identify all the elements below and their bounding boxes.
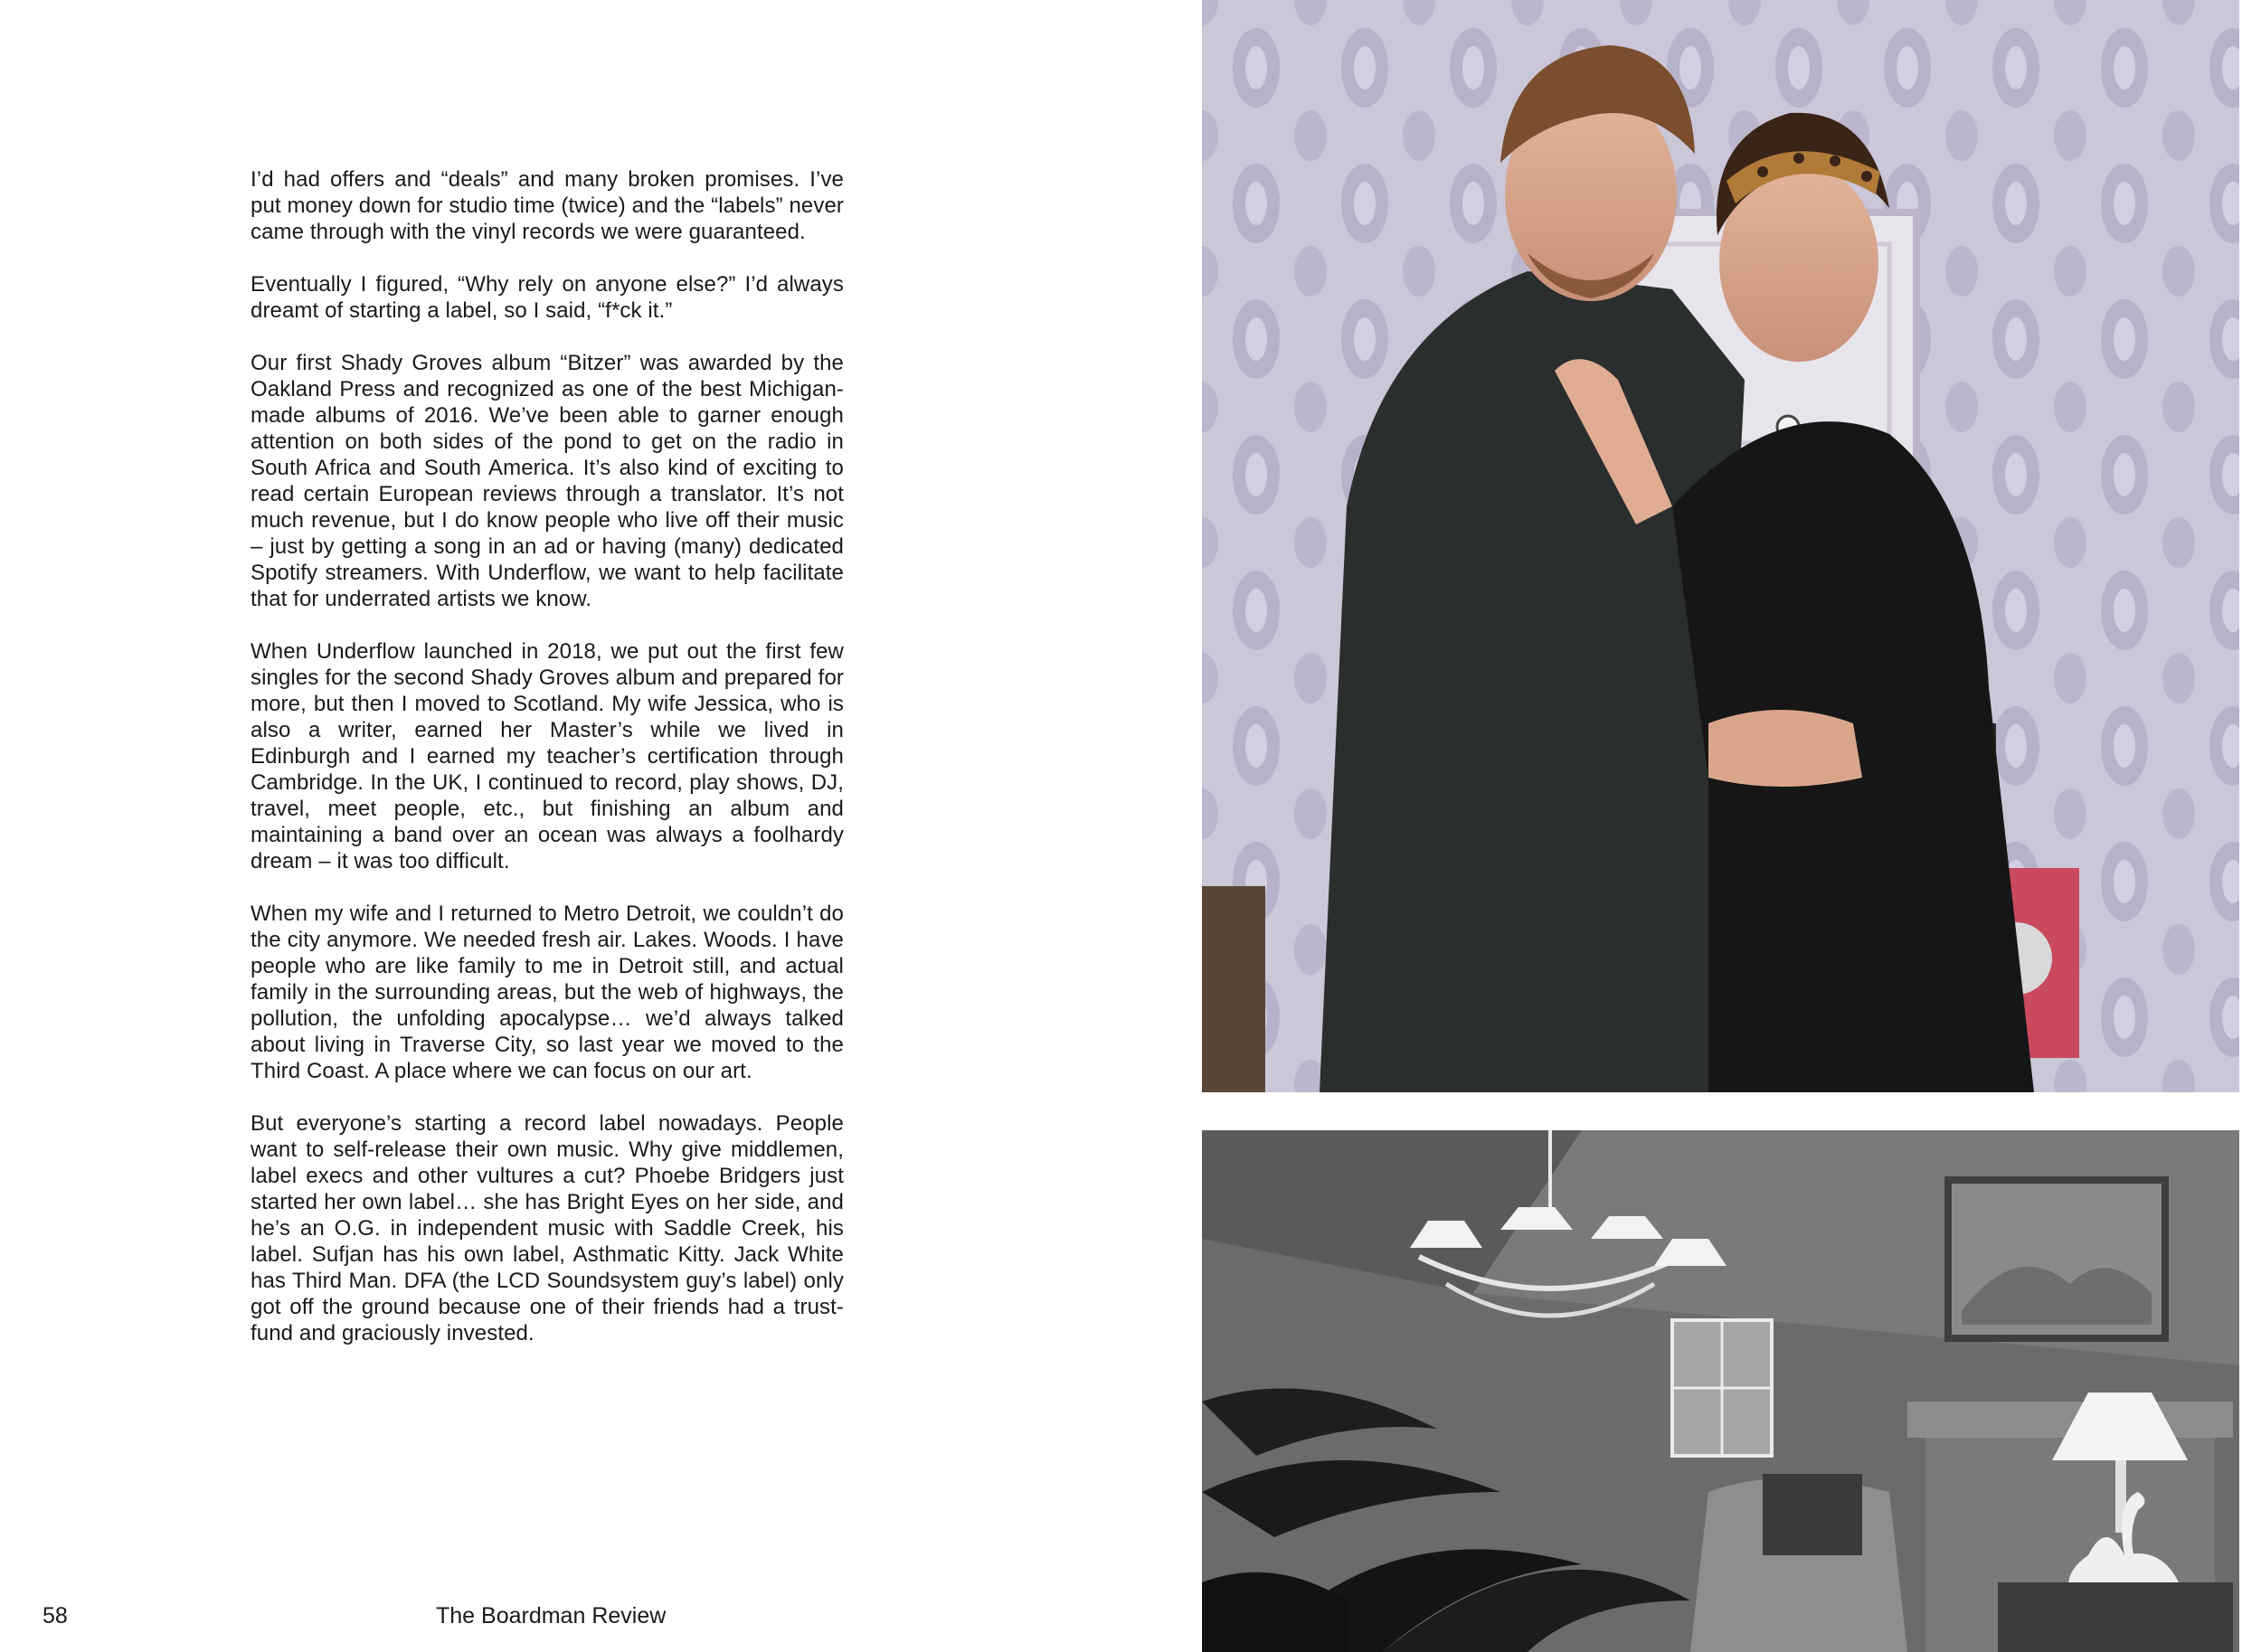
couple-photo-illustration <box>1202 0 2239 1092</box>
article-paragraph-6: But everyone’s starting a record label nowadays. People want to self-release their own music. Why give middlemen, label execs and other vultures a cut? Phoebe Bridgers just started her own label… she has Bright Eyes on her side, and he’s an O.G. in independent music with Saddle Creek, his label. Sufjan has his own label, Asthmatic Kitty. Jack White has Third Man. DFA (the LCD Soundsystem guy’s label) only got off the ground because one of their friends had a trust-fund and graciously invested. <box>251 1111 844 1345</box>
article-paragraph-3: Our first Shady Groves album “Bitzer” was awarded by the Oakland Press and recognized as one of the best Michigan-made albums of 2016. We’ve been able to garner enough attention on both sides of the pond to get on the radio in South Africa and South America. It’s also kind of exciting to read certain European reviews through a translator. It’s not much revenue, but I do know people who live off their music – just by getting a song in an ad or having (many) dedicated Spotify streamers. With Underflow, we want to help facilitate that for underrated artists we know. <box>251 351 844 611</box>
living-room-photo <box>1202 1130 2239 1652</box>
article-body <box>251 166 844 1373</box>
publication-title: The Boardman Review <box>436 1603 667 1628</box>
article-paragraph-5: When my wife and I returned to Metro Detroit, we couldn’t do the city anymore. We needed fresh air. Lakes. Woods. I have people who are like family to me in Detroit still, and actual family in the surrounding areas, but the web of highways, the pollution, the unfolding apocalypse… we’d always talked about living in Traverse City, so last year we moved to the Third Coast. A place where we can focus on our art. <box>251 902 844 1083</box>
article-paragraph-1: I’d had offers and “deals” and many broken promises. I’ve put money down for studio time (twice) and the “labels” never came through with the vinyl records we were guaranteed. <box>251 167 844 244</box>
article-paragraph-4: When Underflow launched in 2018, we put out the first few singles for the second Shady Groves album and prepared for more, but then I moved to Scotland. My wife Jessica, who is also a writer, earned her Master’s while we lived in Edinburgh and I earned my teacher’s certification through Cambridge. In the UK, I continued to record, play shows, DJ, travel, meet people, etc., but finishing an album and maintaining a band over an ocean was always a foolhardy dream – it was too difficult. <box>251 639 844 873</box>
article-paragraph-2: Eventually I figured, “Why rely on anyone else?” I’d always dreamt of starting a label, so I said, “f*ck it.” <box>251 272 844 323</box>
living-room-photo-illustration <box>1202 1130 2239 1652</box>
page-number: 58 <box>43 1603 68 1628</box>
couple-photo <box>1202 0 2239 1092</box>
